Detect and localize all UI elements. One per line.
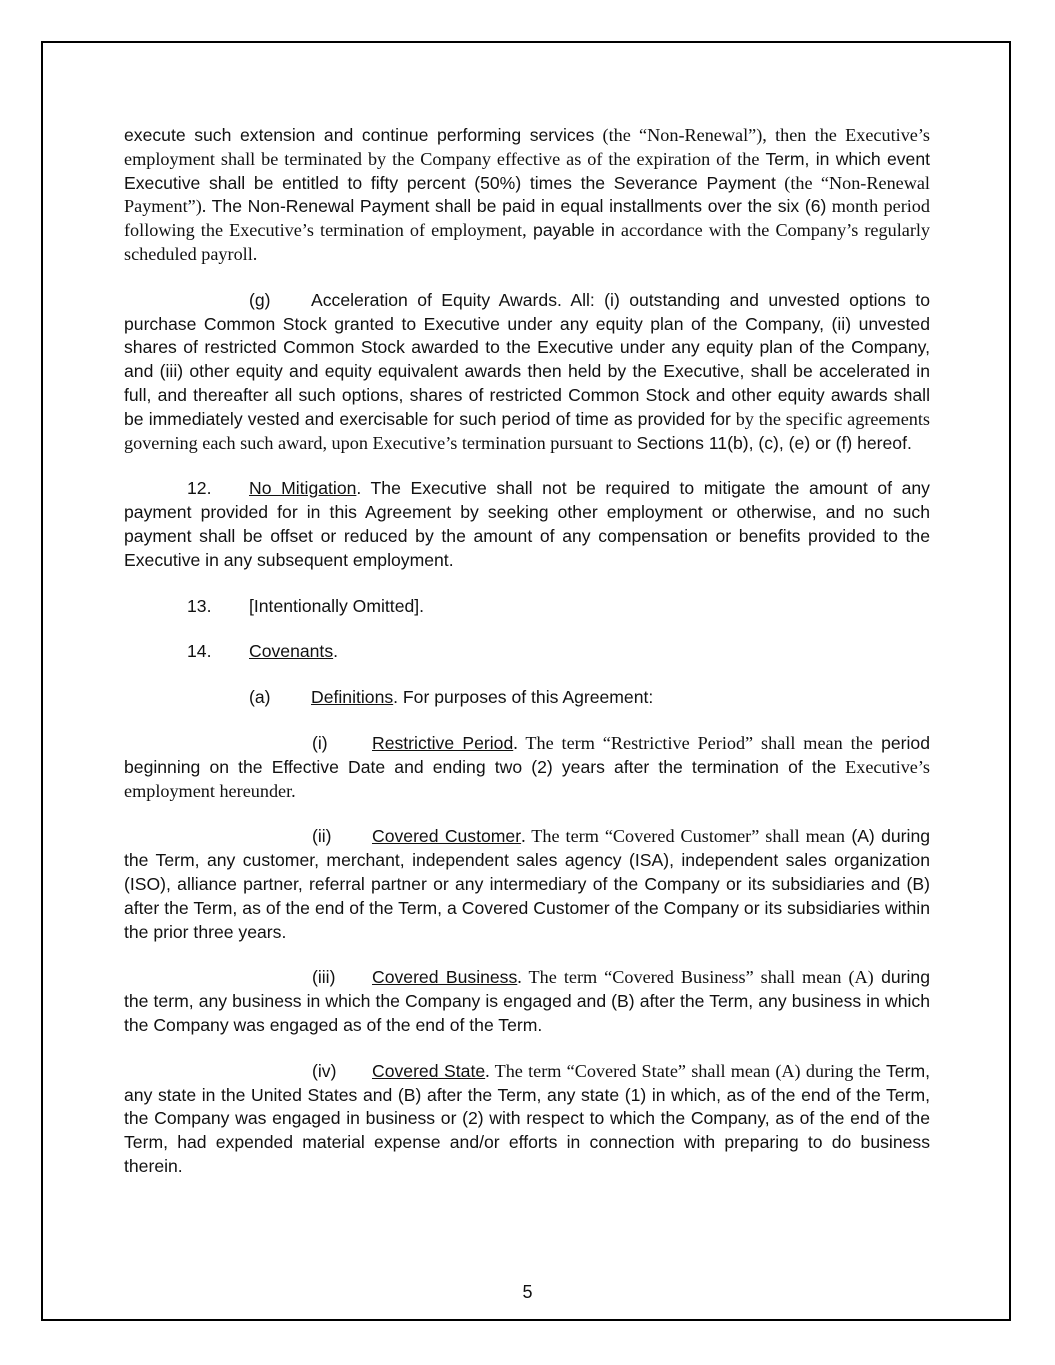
section-number: 12. — [187, 478, 212, 499]
text: period beginning on the Effective Date and ending two (2) years after the termination of the — [124, 732, 930, 777]
paragraph-covenants — [124, 640, 930, 664]
text: . The term “Covered Customer” shall mean — [521, 826, 846, 847]
paragraph-restrictive-period — [124, 732, 930, 803]
text: Term, in which event Executive shall be entitled to fifty percent (50%) times the Severance Payment — [124, 148, 930, 193]
paragraph-covered-customer — [124, 825, 930, 944]
text: . The term “Restrictive Period” shall mean the — [513, 732, 873, 753]
text: payable in — [526, 220, 615, 241]
text: Term, any state in the United States and (B) after the Term, any state (1) in which, as of the end of the Term, the Company was engaged in business or (2) with respect to which the Company, as of the end of the Term, had expended material expense and/or efforts in connection with preparing to do business therein. — [124, 1060, 930, 1176]
section-number: (a) — [249, 687, 271, 708]
text: (the “Non-Renewal Payment”). — [124, 172, 930, 217]
section-heading: Covenants — [249, 641, 334, 662]
section-heading: Restrictive Period — [372, 732, 514, 753]
paragraph-covered-state — [124, 1060, 930, 1179]
page-number: 5 — [522, 1282, 533, 1302]
text: . The Executive shall not be required to mitigate the amount of any payment provided for in this Agreement by seeking other employment or otherwise, and no such payment shall be offset or reduced by the amount of any compensation or benefits provided to the Executive in any subsequent employment. — [124, 478, 930, 570]
paragraph-no-mitigation — [124, 477, 930, 572]
document-body — [124, 124, 930, 1179]
text: . The term “Covered Business” shall mean (A) — [517, 967, 874, 988]
section-number: (g) — [249, 289, 271, 310]
section-number: (ii) — [312, 826, 332, 847]
text: by the specific agreements governing each such award, upon Executive’s termination pursuant to — [124, 408, 930, 453]
section-number: (iv) — [312, 1060, 337, 1081]
text: (the “Non-Renewal”), then the Executive’s employment shall be terminated by the Company effective as of the expiration of the — [124, 125, 930, 169]
section-heading: No Mitigation — [249, 478, 357, 499]
text: (A) during the Term, any customer, merchant, independent sales agency (ISA), independent sales organization (ISO), alliance partner, referral partner or any intermediary of the Company or its subsidiaries and (B) after the Term, as of the end of the Term, a Covered Customer of the Company or its subsidiaries within the prior three years. — [124, 826, 931, 942]
paragraph-definitions — [124, 686, 930, 710]
text: month period following the Executive’s termination of employment, — [124, 196, 930, 241]
section-number: (i) — [312, 732, 328, 753]
text: The Non-Renewal Payment shall be paid in equal installments over the six (6) — [206, 196, 827, 217]
section-number: 14. — [187, 641, 212, 662]
section-heading: Covered Business — [372, 967, 518, 988]
section-heading: Covered State — [372, 1060, 486, 1081]
text: [Intentionally Omitted]. — [249, 595, 425, 616]
section-number: 13. — [187, 595, 212, 616]
text: . For purposes of this Agreement: — [393, 687, 654, 708]
text: All: (i) outstanding and unvested options to purchase Common Stock granted to Executive under any equity plan of the Company, (ii) unvested shares of restricted Common Stock awarded to the Executive under any equity plan of the Company, and (iii) other equity and equity equivalent awards then held by the Executive, shall be accelerated in full, and thereafter all such options, shares of restricted Common Stock and other equity awards shall be immediately vested and exercisable for such period of time as provided for — [124, 289, 930, 429]
text: Sections 11(b), (c), (e) or (f) hereof. — [631, 432, 912, 453]
paragraph-intentionally-omitted — [124, 595, 930, 619]
section-heading: Definitions — [311, 687, 394, 708]
text: . — [333, 641, 339, 662]
section-heading: Acceleration of Equity Awards. — [311, 289, 562, 310]
paragraph-acceleration — [124, 289, 930, 456]
text: accordance with the Company’s regularly scheduled payroll. — [124, 220, 931, 264]
section-number: (iii) — [312, 967, 336, 988]
text: during the term, any business in which the Company is engaged and (B) after the Term, any business in which the Company was engaged as of the end of the Term. — [124, 967, 930, 1035]
paragraph-covered-business — [124, 966, 930, 1037]
text: . The term “Covered State” shall mean (A) during the — [485, 1060, 881, 1081]
section-heading: Covered Customer — [372, 826, 522, 847]
text: Executive’s employment hereunder. — [124, 756, 930, 801]
paragraph-non-renewal — [124, 124, 930, 267]
text: execute such extension and continue performing services — [124, 125, 595, 145]
